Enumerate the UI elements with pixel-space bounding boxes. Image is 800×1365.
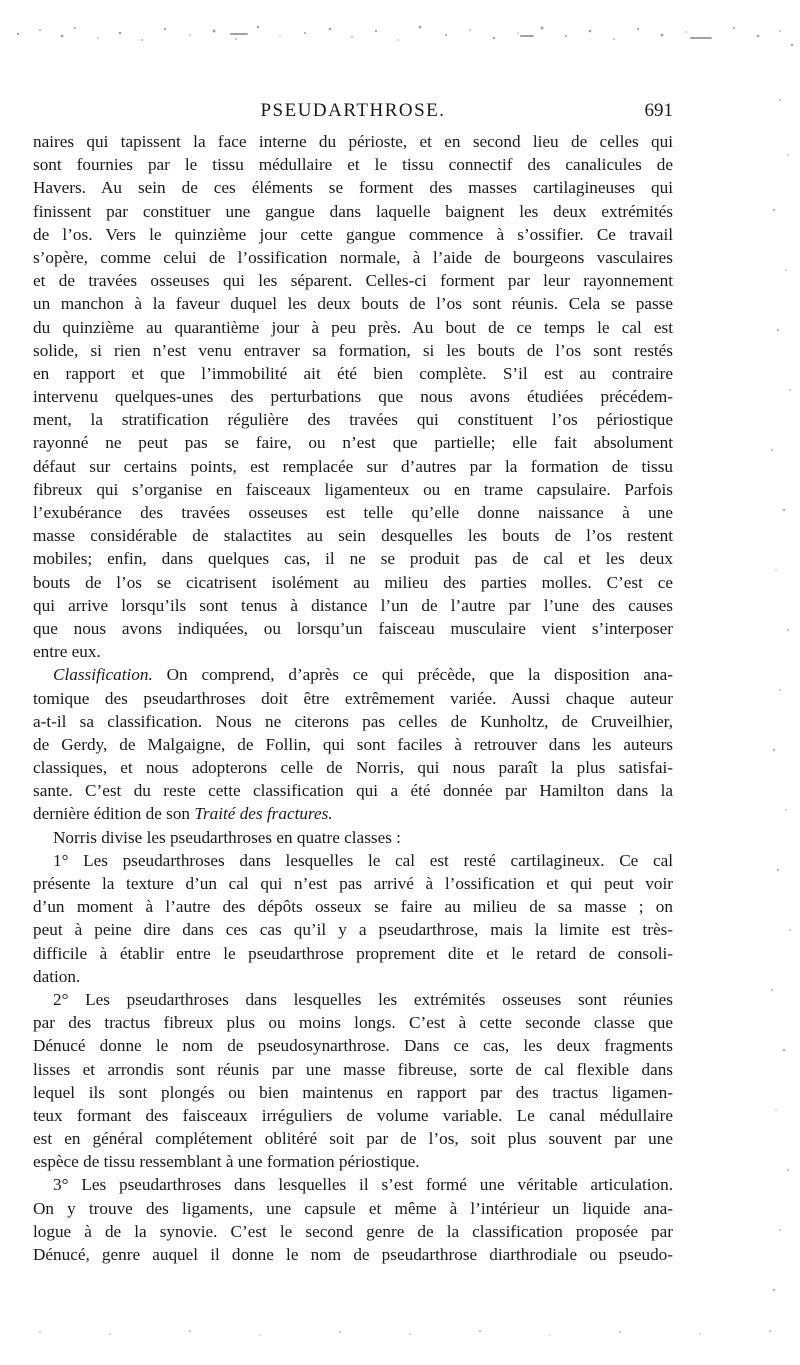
body-text	[33, 130, 673, 1266]
text-line: teux formant des faisceaux irréguliers de volume variable. Le canal médullaire	[33, 1105, 673, 1125]
page-number: 691	[644, 100, 673, 121]
text-line: de Gerdy, de Malgaigne, de Follin, qui sont faciles à retrouver dans les auteurs	[33, 734, 673, 754]
text-line: Havers. Au sein de ces éléments se forment des masses cartilagineuses qui	[33, 178, 673, 198]
text-line: intervenu quelques-unes des perturbations que nous avons étudiées précédem-	[33, 387, 673, 407]
section-heading: Classification.	[53, 665, 153, 685]
text-line: Norris divise les pseudarthroses en quatre classes :	[53, 827, 401, 847]
text-line-with-title	[33, 802, 673, 825]
text-line: qui arrive lorsqu’ils sont tenus à distance l’un de l’autre par l’une des causes	[33, 595, 673, 615]
scan-noise-right-margin	[760, 60, 800, 1320]
text-line: par des tractus fibreux plus ou moins longs. C’est à cette seconde classe que	[33, 1013, 673, 1033]
text-line: logue à de la synovie. C’est le second genre de la classification proposée par	[33, 1221, 673, 1241]
text-line: peut à peine dire dans ces cas qu’il y a pseudarthrose, mais la limite est très-	[33, 920, 673, 940]
text-line: dernière édition de son	[33, 804, 195, 824]
text-line: en rapport et que l’immobilité ait été bien complète. S’il est au contraire	[33, 363, 673, 383]
text-line: sante. C’est du reste cette classification qui a été donnée par Hamilton dans la	[33, 781, 673, 801]
text-line: l’exubérance des travées osseuses est telle qu’elle donne naissance à une	[33, 503, 673, 522]
section-heading-line	[33, 663, 673, 686]
text-line: du quinzième au quarantième jour à peu près. Au bout de ce temps le cal est	[33, 317, 673, 337]
text-line: fibreux qui s’organise en faisceaux ligamenteux ou en trame capsulaire. Parfois	[33, 479, 673, 499]
text-line: Dénucé, genre auquel il donne le nom de pseudarthrose diarthrodiale ou pseudo-	[33, 1245, 673, 1264]
list-item-2: 2° Les pseudarthroses dans lesquelles les extrémités osseuses sont réunies	[53, 989, 673, 1009]
scan-noise-top	[0, 0, 800, 60]
text-line: entre eux.	[33, 642, 101, 662]
text-line: classiques, et nous adopterons celle de Norris, qui nous paraît la plus satisfai-	[33, 758, 673, 778]
text-line: et de travées osseuses qui les séparent. Celles-ci forment par leur rayonnement	[33, 271, 673, 291]
text-line: défaut sur certains points, est remplacée sur d’autres par la formation de tissu	[33, 456, 673, 476]
text-line: de l’os. Vers le quinzième jour cette gangue commence à s’ossifier. Ce travail	[33, 224, 673, 244]
scan-noise-bottom	[0, 1320, 800, 1365]
text-line: d’un moment à l’autre des dépôts osseux se faire au milieu de sa masse ; on	[33, 897, 673, 917]
text-line: rayonné ne peut pas se faire, ou n’est que partielle; elle fait absolument	[33, 433, 673, 453]
text-line: que nous avons indiquées, ou lorsqu’un faisceau musculaire vient s’interposer	[33, 618, 673, 638]
text-line: s’opère, comme celui de l’ossification normale, à l’aide de bourgeons vasculaires	[33, 247, 673, 267]
list-item-3: 3° Les pseudarthroses dans lesquelles il s’est formé une véritable articulation.	[53, 1175, 673, 1195]
text-line: mobiles; enfin, dans quelques cas, il ne se produit pas de cal et les deux	[33, 549, 673, 569]
text-line: espèce de tissu ressemblant à une formation périostique.	[33, 1152, 420, 1172]
text-line: finissent par constituer une gangue dans laquelle baignent les deux extrémités	[33, 201, 673, 221]
list-item-1: 1° Les pseudarthroses dans lesquelles le cal est resté cartilagineux. Ce cal	[53, 850, 673, 870]
page-header	[33, 100, 673, 126]
text-line: est en général complétement oblitéré soit par de l’os, soit plus souvent par une	[33, 1129, 673, 1149]
text-line: masse considérable de stalactites au sein desquelles les bouts de l’os restent	[33, 526, 673, 546]
text-line: difficile à établir entre le pseudarthrose proprement dite et le retard de consoli-	[33, 943, 673, 963]
text-line: naires qui tapissent la face interne du périoste, et en second lieu de celles qui	[33, 132, 673, 151]
text-line: On comprend, d’après ce qui précède, que la disposition ana-	[152, 665, 673, 685]
text-line: ment, la stratification régulière des travées qui constituent l’os périostique	[33, 410, 673, 430]
book-title: Traité des fractures.	[194, 804, 333, 824]
text-line: On y trouve des ligaments, une capsule et même à l’intérieur un liquide ana-	[33, 1198, 673, 1218]
text-line: dation.	[33, 966, 81, 986]
text-line: présente la texture d’un cal qui n’est pas arrivé à l’ossification et qui peut voir	[33, 874, 673, 893]
text-line: lequel ils sont plongés ou bien maintenus en rapport par des tractus ligamen-	[33, 1082, 673, 1102]
text-line: solide, si rien n’est venu entraver sa formation, si les bouts de l’os sont restés	[33, 340, 673, 360]
running-title: PSEUDARTHROSE.	[260, 100, 446, 121]
text-line: lisses et arrondis sont réunis par une masse fibreuse, sorte de cal flexible dans	[33, 1059, 673, 1079]
text-line: Dénucé donne le nom de pseudosynarthrose. Dans ce cas, les deux fragments	[33, 1036, 673, 1056]
text-line: tomique des pseudarthroses doit être extrêmement variée. Aussi chaque auteur	[33, 688, 673, 708]
text-line: un manchon à la faveur duquel les deux bouts de l’os sont réunis. Cela se passe	[33, 294, 673, 314]
text-line: bouts de l’os se cicatrisent isolément au milieu des parties molles. C’est ce	[33, 572, 673, 592]
text-line: a-t-il sa classification. Nous ne citerons pas celles de Kunholtz, de Cruveilhier,	[33, 711, 673, 731]
text-line: sont fournies par le tissu médullaire et le tissu connectif des canalicules de	[33, 155, 673, 175]
